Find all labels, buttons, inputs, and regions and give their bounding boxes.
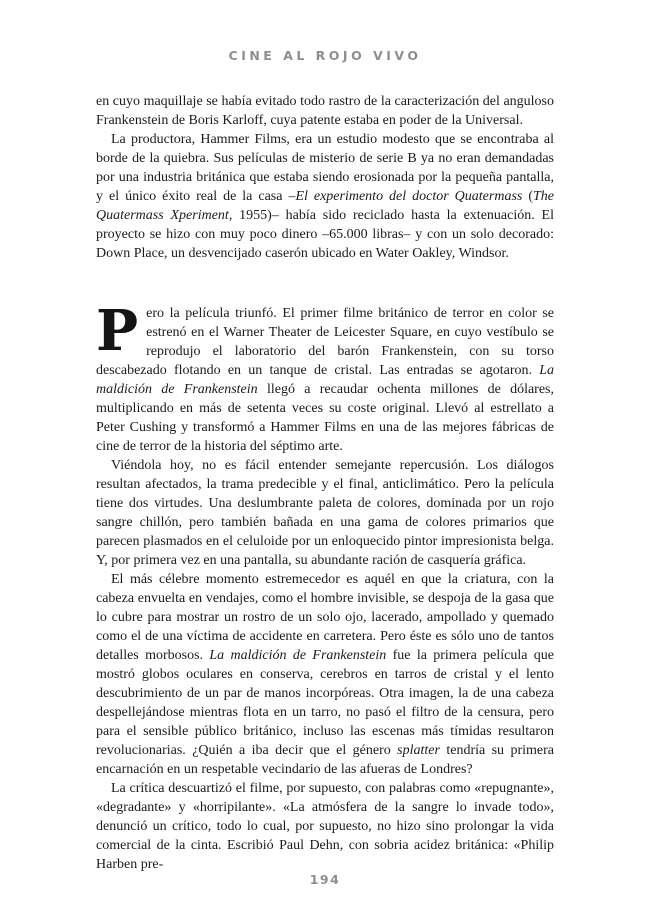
text-run: en cuyo maquillaje se había evitado todo rastro de la caracterización del anguloso Frankenstein de Boris Karloff, cuya patente estaba en poder de la Universal. [96,94,554,128]
paragraph [96,779,554,874]
italic-text-run: El experimento del doctor Quatermass [295,189,523,204]
text-run: fue la primera película que mostró globos oculares en conserva, cerebros en tarros de cristal y el lento descubrimiento de un par de manos incorpóreas. Otra imagen, la de una cabeza despellejándose mientras flota en un tarro, no pasó el filtro de la censura, pero para el sensible público británico, incluso las escenas más tímidas resultaron revolucionarias. ¿Quién a iba decir que el género [96,648,554,758]
text-run: El más célebre momento estremecedor es aquél en que la criatura, con la cabeza envuelta en vendajes, como el hombre invisible, se despoja de la gasa que lo cubre para mostrar un rostro de un solo ojo, lacerado, ampollado y quemado como el de una víctima de accidente en carretera. Pero éste es sólo uno de tantos detalles morbosos. [96,572,554,663]
running-header: CINE AL ROJO VIVO [228,48,422,63]
italic-text-run: splatter [397,743,440,758]
text-run: tendría su primera encarnación en un respetable vecindario de las afueras de Londres? [96,743,554,777]
paragraph [96,570,554,779]
text-run: Viéndola hoy, no es fácil entender semejante repercusión. Los diálogos resultan afectados, la trama predecible y el final, anticlimático. Pero la película tiene dos virtudes. Una deslumbrante paleta de colores, dominada por un rojo sangre chillón, pero también bañada en una gama de colores primarios que parecen plasmados en el celuloide por un enloquecido pintor impresionista belga. Y, por primera vez en una pantalla, su abundante ración de casquería gráfica. [96,458,554,568]
text-run: , 1955)– había sido reciclado hasta la extenuación. El proyecto se hizo con muy poco dinero –65.000 libras– y con un solo decorado: Down Place, un desvencijado caserón ubicado en Water Oakley, Windsor. [96,208,554,261]
italic-text-run: The Quatermass Xperiment [96,189,554,223]
paragraph [96,130,554,263]
body-text [96,92,554,874]
text-run: La productora, Hammer Films, era un estudio modesto que se encontraba al borde de la quiebra. Sus películas de misterio de serie B ya no eran demandadas por una industria británica que estaba siendo erosionada por la pequeña pantalla, y el único éxito real de la casa – [96,132,554,204]
text-run: ( [522,189,533,204]
paragraph [96,456,554,570]
italic-text-run: La maldición de Frankenstein [209,648,387,663]
text-run: llegó a recaudar ochenta millones de dólares, multiplicando en más de setenta veces su coste original. Llevó al estrellato a Peter Cushing y transformó a Hammer Films en una de las mejores fábricas de cine de terror de la historia del séptimo arte. [96,382,555,454]
italic-text-run: La maldición de Frankenstein [96,363,554,397]
paragraph [96,298,555,456]
text-run: ero la película triunfó. El primer filme británico de terror en color se estrenó en el Warner Theater de Leicester Square, en cuyo vestíbulo se reprodujo el laboratorio del barón Frankenstein, con su torso descabezado flotando en un tanque de cristal. Las entradas se agotaron. [96,306,554,378]
paragraph [96,92,554,130]
drop-cap-letter: P [96,298,139,364]
page-number: 194 [309,872,341,887]
text-run: La crítica descuartizó el filme, por supuesto, con palabras como «repugnante», «degradante» y «horripilante». «La atmósfera de la sangre lo invade todo», denunció un crítico, todo lo cual, por supuesto, no hizo sino prolongar la vida comercial de la cinta. Escribió Paul Dehn, con sobria acidez británica: «Philip Harben pre- [96,781,554,872]
